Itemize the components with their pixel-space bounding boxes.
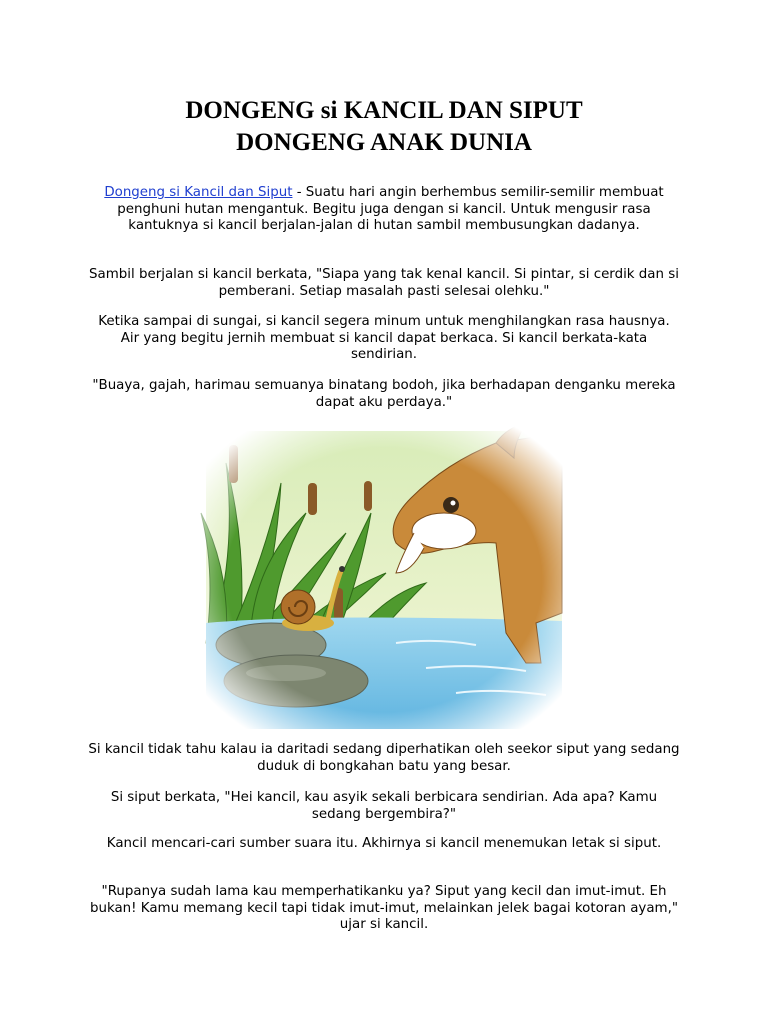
intro-text: - Suatu hari angin berhembus semilir-semilir membuat penghuni hutan mengantuk. Begitu juga dengan si kancil. Untuk mengusir rasa kantuknya si kancil berjalan-jalan di hutan sambil membusungkan dadanya. — [117, 185, 664, 233]
intro-paragraph — [88, 185, 680, 235]
kancil-and-snail-illustration-icon — [196, 423, 572, 737]
image-vignette — [196, 423, 572, 737]
paragraph-2: Ketika sampai di sungai, si kancil segera minum untuk menghilangkan rasa hausnya. Air yang begitu jernih membuat si kancil dapat berkaca. Si kancil berkata-kata sendirian. — [98, 314, 670, 362]
title-line-2: DONGENG ANAK DUNIA — [236, 129, 532, 156]
paragraph-1: Sambil berjalan si kancil berkata, "Siapa yang tak kenal kancil. Si pintar, si cerdik dan si pemberani. Setiap masalah pasti selesai olehku." — [89, 267, 679, 299]
title-line-1: DONGENG si KANCIL DAN SIPUT — [185, 97, 583, 124]
page-title — [0, 95, 768, 159]
paragraph-5: Si siput berkata, "Hei kancil, kau asyik sekali berbicara sendirian. Ada apa? Kamu sedang bergembira?" — [110, 790, 658, 822]
paragraph-7: "Rupanya sudah lama kau memperhatikanku ya? Siput yang kecil dan imut-imut. Eh bukan! Kamu memang kecil tapi tidak imut-imut, melainkan jelek bagai kotoran ayam," ujar si kancil. — [89, 884, 679, 932]
paragraph-6: Kancil mencari-cari sumber suara itu. Akhirnya si kancil menemukan letak si siput. — [106, 836, 662, 851]
paragraph-3: "Buaya, gajah, harimau semuanya binatang bodoh, jika berhadapan denganku mereka dapat aku perdaya." — [92, 378, 676, 410]
story-link[interactable]: Dongeng si Kancil dan Siput — [104, 185, 293, 200]
paragraph-4: Si kancil tidak tahu kalau ia daritadi sedang diperhatikan oleh seekor siput yang sedang duduk di bongkahan batu yang besar. — [88, 742, 680, 774]
